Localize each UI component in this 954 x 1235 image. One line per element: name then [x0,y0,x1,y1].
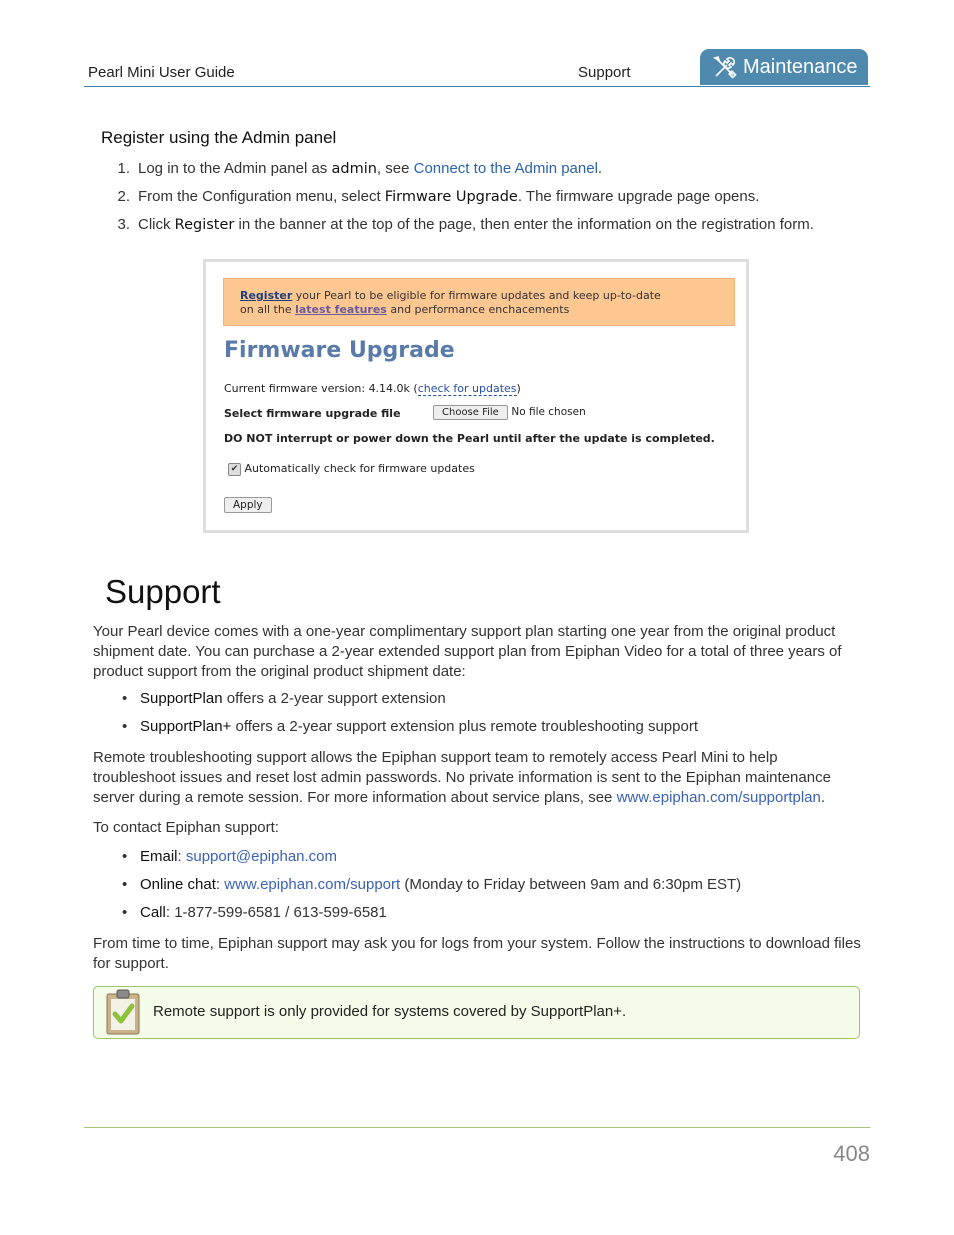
step-text: . [597,160,603,177]
latest-features-link[interactable]: latest features [295,303,387,316]
step-number: 1. [117,160,130,177]
support-heading: Support [105,573,221,610]
auto-check-label: Automatically check for firmware updates [244,462,475,475]
email-link[interactable]: support@epiphan.com [185,848,338,865]
register-banner [223,278,735,326]
remote-text: Remote troubleshooting support allows the Epiphan support team to remotely access Pearl Mini to help troubleshoot issues and reset lost admin passwords. No private information is sent to the Epiphan maintenance server during a remote session. For more information about service plans, see [93,749,831,806]
version-label: Current firmware version: [224,382,369,395]
step-text: Click [138,216,175,233]
contact-hours: (Monday to Friday between 9am and 6:30pm EST) [400,876,742,893]
plan-name: SupportPlan [140,690,223,707]
maintenance-tab-label: Maintenance [743,55,858,78]
choose-file-button[interactable]: Choose File [433,405,508,420]
plan-desc: offers a 2-year support extension plus remote troubleshooting support [231,718,698,735]
banner-text: your Pearl to be eligible for firmware updates and keep up-to-date [292,289,661,302]
contact-label: Call [140,904,166,921]
note-box [93,986,860,1039]
step-2 [112,188,872,208]
version-value: 4.14.0k [368,382,410,395]
contact-label: Online chat [140,876,216,893]
step-1 [112,160,872,180]
plan-desc: offers a 2-year support extension [222,690,446,707]
step-text: Log in to the Admin panel as [138,160,332,177]
supportplan-link[interactable]: www.epiphan.com/supportplan [616,789,821,806]
tools-icon [712,55,738,79]
banner-text: on all the [240,303,296,316]
check-updates-link[interactable]: check for updates [417,382,517,395]
footer-rule [84,1127,870,1128]
file-picker [433,405,586,420]
plan-name: SupportPlan+ [140,718,232,735]
header-rule [84,86,870,87]
register-link[interactable]: Register [240,289,293,302]
step-number: 3. [117,216,130,233]
contact-sep: : [177,848,186,865]
remote-support-paragraph [93,748,863,808]
contact-sep: : [215,876,225,893]
warning-text: DO NOT interrupt or power down the Pearl until after the update is completed. [224,432,715,445]
auto-check-checkbox[interactable]: ✔ [228,463,241,476]
ui-term: Register [174,217,235,233]
support-intro: Your Pearl device comes with a one-year complimentary support plan starting one year from the original product shipment date. You can purchase a 2-year extended support plan from Epiphan Video for a total of three years of product support from the original product shipment date: [93,623,842,680]
firmware-version-line: Current firmware version: 4.14.0k (check for updates) [224,382,521,395]
phone-numbers: 1-877-599-6581 / 613-599-6581 [174,904,387,921]
clipboard-check-icon [105,988,141,1036]
step-text: in the banner at the top of the page, then enter the information on the registration form. [234,216,814,233]
support-site-link[interactable]: www.epiphan.com/support [224,876,401,893]
auto-check-row [228,462,475,476]
apply-wrap [224,493,272,513]
contact-intro: To contact Epiphan support: [93,819,279,836]
maintenance-tab[interactable] [700,49,868,85]
no-file-text: No file chosen [511,406,586,418]
register-heading: Register using the Admin panel [101,128,337,147]
contact-label: Email [140,848,178,865]
remote-end: . [820,789,826,806]
select-file-label: Select firmware upgrade file [224,407,401,420]
contact-sep: : [165,904,175,921]
ui-term: Firmware Upgrade [384,189,518,205]
step-text: , see [376,160,414,177]
connect-admin-link[interactable]: Connect to the Admin panel [413,160,598,177]
step-text: From the Configuration menu, select [138,188,385,205]
apply-button[interactable]: Apply [224,497,272,513]
step-3 [112,216,872,236]
banner-text: and performance enchacements [386,303,570,316]
step-number: 2. [117,188,130,205]
note-text: Remote support is only provided for systems covered by SupportPlan+. [153,1003,627,1020]
ui-term: admin [331,161,377,177]
guide-title: Pearl Mini User Guide [88,64,235,81]
step-text: . The firmware upgrade page opens. [517,188,760,205]
firmware-upgrade-title: Firmware Upgrade [224,338,455,363]
section-title: Support [578,64,631,81]
firmware-upgrade-screenshot [203,259,749,533]
logs-paragraph: From time to time, Epiphan support may ask you for logs from your system. Follow the instructions to download files for support. [93,935,861,972]
page-number: 408 [833,1141,870,1166]
